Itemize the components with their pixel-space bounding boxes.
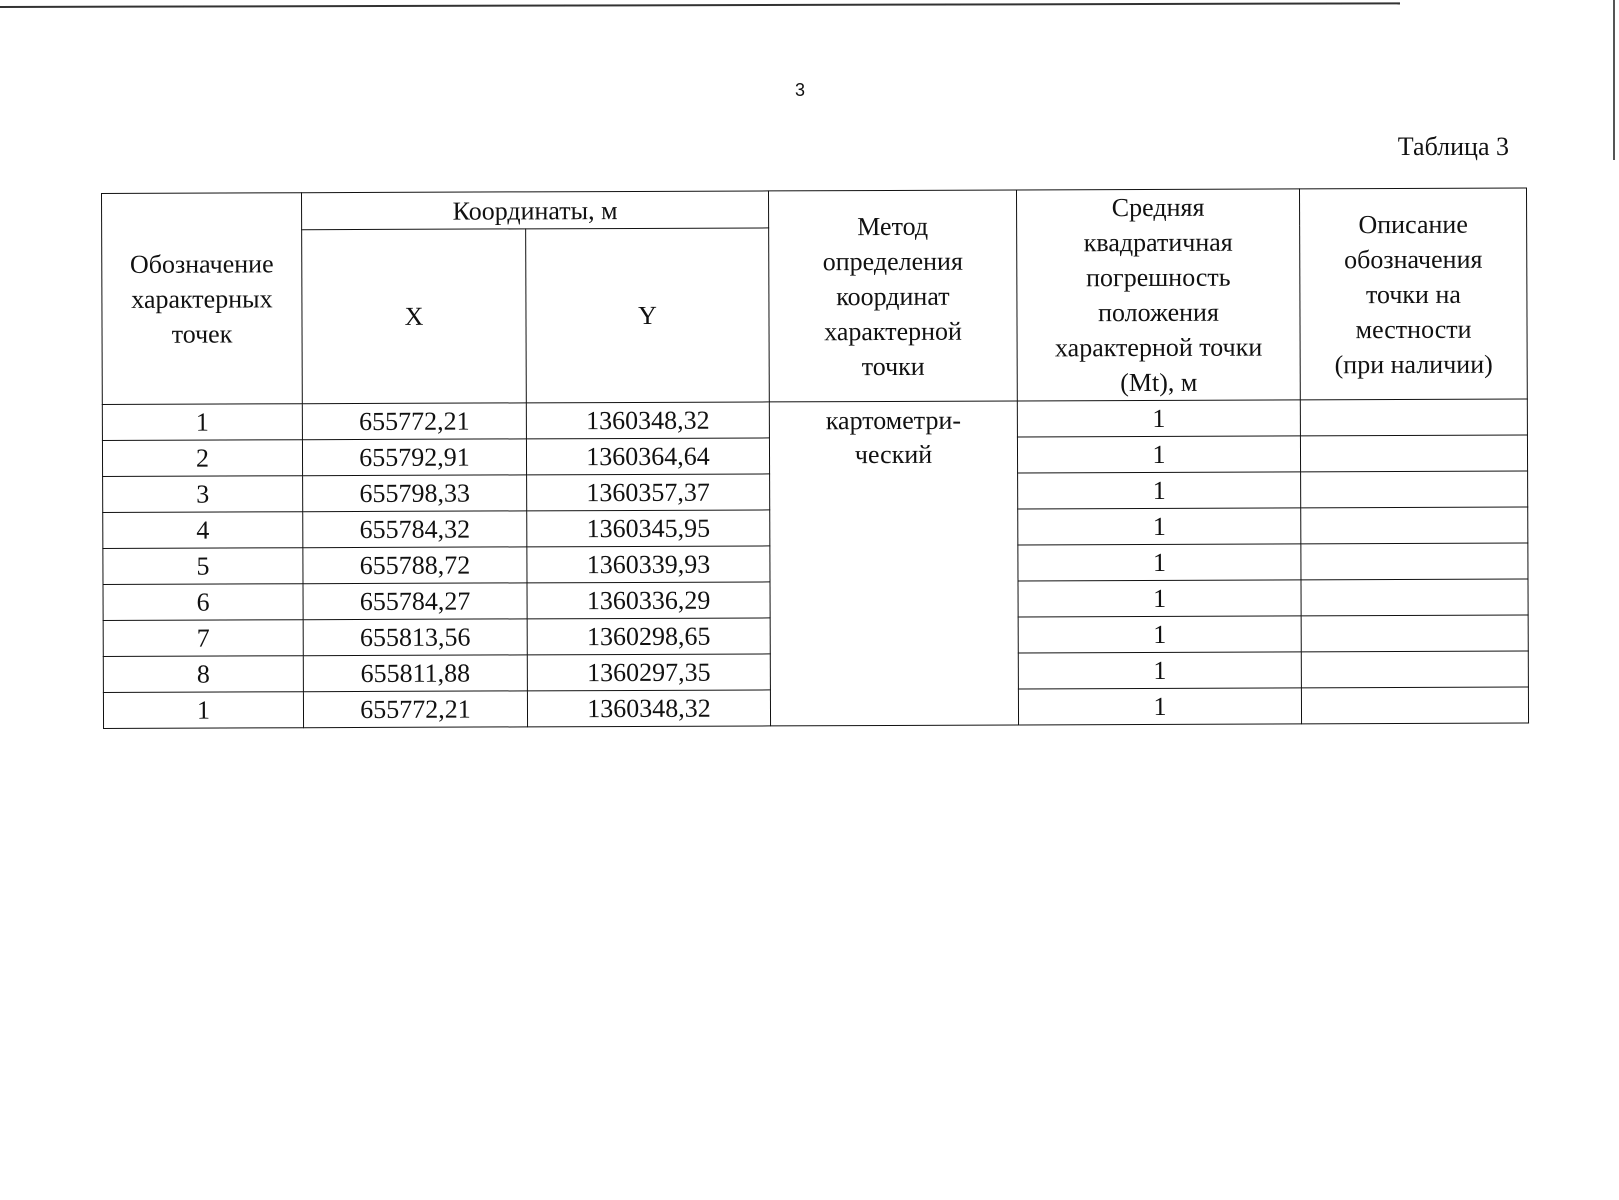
cell-y: 1360348,32 [526,402,769,439]
cell-point: 1 [102,404,302,441]
cell-mt: 1 [1017,436,1300,473]
cell-mt: 1 [1018,580,1301,617]
cell-method: картометри- ческий [769,401,1018,726]
cell-description [1301,651,1528,688]
cell-point: 3 [103,476,303,513]
cell-mt: 1 [1018,508,1301,545]
cell-point: 4 [103,512,303,549]
cell-y: 1360357,37 [527,474,770,511]
cell-point: 1 [103,692,303,729]
cell-x: 655811,88 [303,655,527,692]
header-x: X [302,229,527,404]
cell-x: 655784,32 [303,511,527,548]
cell-x: 655798,33 [303,475,527,512]
cell-description [1301,507,1528,544]
cell-y: 1360336,29 [527,582,770,619]
cell-y: 1360364,64 [526,438,769,475]
cell-description [1300,435,1527,472]
header-coordinates: Координаты, м [302,191,769,229]
cell-description [1301,471,1528,508]
cell-description [1301,687,1528,724]
header-y: Y [526,228,770,403]
coordinates-table [101,188,1529,729]
scan-edge-right [1613,0,1615,160]
cell-description [1300,399,1527,436]
cell-y: 1360339,93 [527,546,770,583]
cell-y: 1360348,32 [527,690,770,727]
cell-x: 655813,56 [303,619,527,656]
header-method: Метод определения координат характерной точки [769,190,1018,402]
cell-x: 655772,21 [303,691,527,728]
cell-description [1301,579,1528,616]
cell-point: 2 [102,440,302,477]
cell-y: 1360297,35 [527,654,770,691]
header-error: Средняя квадратичная погрешность положения характерной точки (Mt), м [1017,189,1301,401]
cell-y: 1360345,95 [527,510,770,547]
cell-mt: 1 [1018,652,1301,689]
cell-mt: 1 [1018,688,1301,725]
cell-point: 8 [103,656,303,693]
cell-x: 655784,27 [303,583,527,620]
page-number: 3 [795,80,806,100]
cell-x: 655788,72 [303,547,527,584]
header-description: Описание обозначения точки на местности (при наличии) [1300,188,1528,400]
scan-edge-top [0,2,1400,8]
cell-point: 5 [103,548,303,585]
cell-mt: 1 [1018,472,1301,509]
cell-mt: 1 [1017,400,1300,437]
header-point: Обозначение характерных точек [102,193,303,405]
table-caption: Таблица 3 [1397,132,1509,161]
table-row [102,399,1527,440]
header-row [102,188,1527,230]
cell-x: 655772,21 [302,403,526,440]
cell-y: 1360298,65 [527,618,770,655]
cell-description [1301,615,1528,652]
cell-mt: 1 [1018,544,1301,581]
cell-point: 7 [103,620,303,657]
cell-x: 655792,91 [302,439,526,476]
cell-description [1301,543,1528,580]
cell-mt: 1 [1018,616,1301,653]
cell-point: 6 [103,584,303,621]
